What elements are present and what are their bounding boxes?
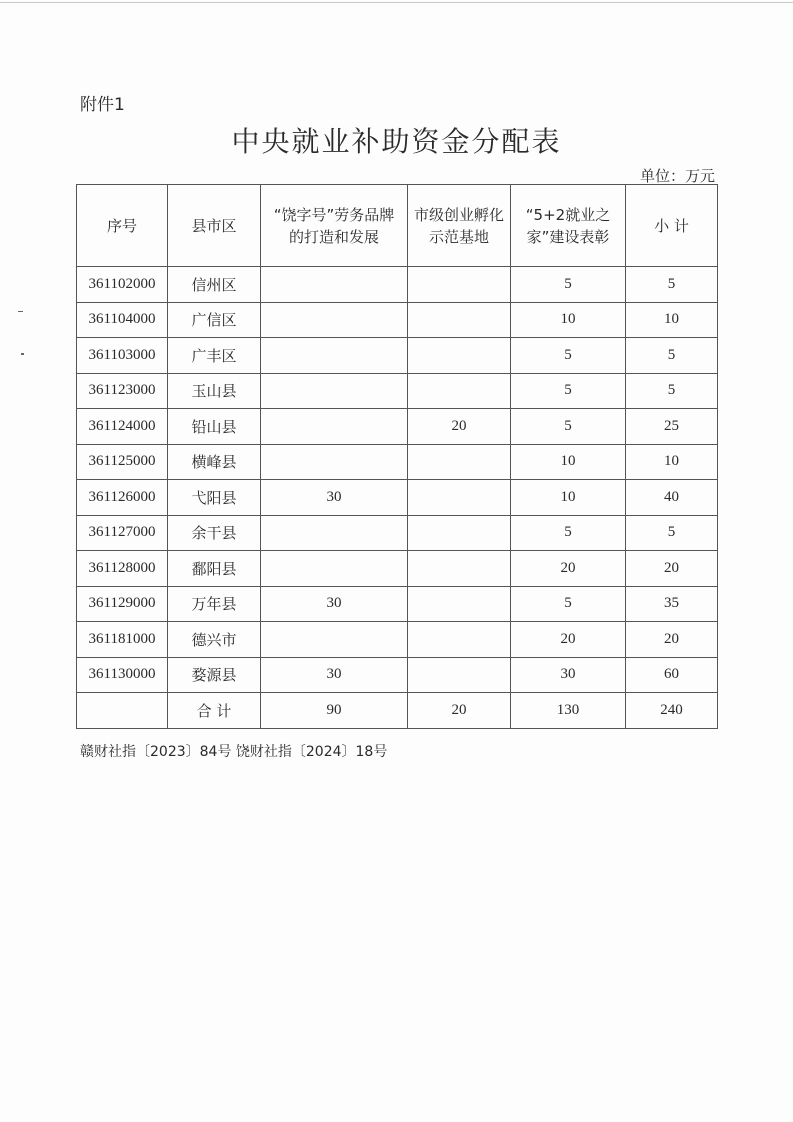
cell-home: 30: [511, 657, 626, 693]
table-row: [77, 302, 718, 338]
cell-county: 鄱阳县: [168, 551, 261, 587]
cell-brand: 30: [261, 586, 408, 622]
scan-speck: [21, 353, 24, 355]
table-row: [77, 551, 718, 587]
cell-subtotal: 240: [626, 693, 718, 729]
cell-code: 361102000: [77, 267, 168, 303]
cell-home: 10: [511, 444, 626, 480]
unit-label: 单位：万元: [639, 167, 715, 185]
cell-brand: [261, 444, 408, 480]
cell-code: 361181000: [77, 622, 168, 658]
table-row: [77, 267, 718, 303]
cell-code: 361123000: [77, 373, 168, 409]
table-row: [77, 622, 718, 658]
cell-home: 20: [511, 551, 626, 587]
cell-incubator: [408, 338, 511, 374]
table-row: [77, 657, 718, 693]
cell-county: 广信区: [168, 302, 261, 338]
cell-subtotal: 35: [626, 586, 718, 622]
cell-code: 361130000: [77, 657, 168, 693]
cell-code: 361126000: [77, 480, 168, 516]
cell-brand: [261, 409, 408, 445]
header-subtotal: 小 计: [626, 185, 718, 267]
cell-incubator: [408, 444, 511, 480]
header-incubator: 市级创业孵化示范基地: [408, 185, 511, 267]
cell-county: 铅山县: [168, 409, 261, 445]
cell-brand: 30: [261, 480, 408, 516]
cell-code: 361128000: [77, 551, 168, 587]
header-county: 县市区: [168, 185, 261, 267]
table-row: [77, 480, 718, 516]
cell-incubator: 20: [408, 409, 511, 445]
cell-code: 361129000: [77, 586, 168, 622]
cell-home: 5: [511, 338, 626, 374]
cell-brand: [261, 267, 408, 303]
cell-home: 5: [511, 373, 626, 409]
cell-incubator: 20: [408, 693, 511, 729]
cell-incubator: [408, 586, 511, 622]
cell-county: 广丰区: [168, 338, 261, 374]
header-home: “5+2就业之家”建设表彰: [511, 185, 626, 267]
total-row: [77, 693, 718, 729]
cell-home: 10: [511, 302, 626, 338]
cell-subtotal: 5: [626, 515, 718, 551]
document-reference: 赣财社指〔2023〕84号 饶财社指〔2024〕18号: [80, 744, 388, 760]
cell-subtotal: 40: [626, 480, 718, 516]
table-row: [77, 338, 718, 374]
table-row: [77, 409, 718, 445]
cell-county: 玉山县: [168, 373, 261, 409]
cell-home: 5: [511, 409, 626, 445]
table-row: [77, 444, 718, 480]
cell-county: 万年县: [168, 586, 261, 622]
cell-county: 合 计: [168, 693, 261, 729]
cell-code: 361125000: [77, 444, 168, 480]
cell-brand: 90: [261, 693, 408, 729]
cell-brand: [261, 515, 408, 551]
cell-county: 婺源县: [168, 657, 261, 693]
cell-subtotal: 5: [626, 373, 718, 409]
cell-code: 361124000: [77, 409, 168, 445]
cell-code: [77, 693, 168, 729]
scan-speck: [18, 311, 23, 312]
cell-brand: [261, 373, 408, 409]
document-title: 中央就业补助资金分配表: [231, 125, 562, 158]
cell-home: 20: [511, 622, 626, 658]
cell-county: 信州区: [168, 267, 261, 303]
header-brand: “饶字号”劳务品牌的打造和发展: [261, 185, 408, 267]
cell-subtotal: 60: [626, 657, 718, 693]
cell-subtotal: 25: [626, 409, 718, 445]
attachment-label: 附件1: [80, 95, 125, 115]
cell-code: 361103000: [77, 338, 168, 374]
cell-home: 5: [511, 267, 626, 303]
cell-home: 5: [511, 586, 626, 622]
cell-county: 横峰县: [168, 444, 261, 480]
cell-incubator: [408, 373, 511, 409]
cell-incubator: [408, 302, 511, 338]
cell-incubator: [408, 267, 511, 303]
cell-county: 德兴市: [168, 622, 261, 658]
cell-subtotal: 20: [626, 622, 718, 658]
cell-brand: 30: [261, 657, 408, 693]
cell-incubator: [408, 480, 511, 516]
cell-home: 10: [511, 480, 626, 516]
table-row: [77, 586, 718, 622]
allocation-table: [76, 184, 718, 729]
table-header-row: [77, 185, 718, 267]
table-row: [77, 373, 718, 409]
cell-code: 361127000: [77, 515, 168, 551]
cell-incubator: [408, 622, 511, 658]
cell-code: 361104000: [77, 302, 168, 338]
cell-subtotal: 5: [626, 338, 718, 374]
cell-county: 弋阳县: [168, 480, 261, 516]
cell-subtotal: 20: [626, 551, 718, 587]
table-row: [77, 515, 718, 551]
cell-subtotal: 10: [626, 444, 718, 480]
cell-brand: [261, 622, 408, 658]
cell-brand: [261, 551, 408, 587]
page-top-border: [0, 2, 793, 3]
header-serial: 序号: [77, 185, 168, 267]
cell-county: 余干县: [168, 515, 261, 551]
cell-subtotal: 5: [626, 267, 718, 303]
cell-home: 5: [511, 515, 626, 551]
cell-incubator: [408, 515, 511, 551]
cell-subtotal: 10: [626, 302, 718, 338]
cell-brand: [261, 302, 408, 338]
cell-incubator: [408, 551, 511, 587]
cell-home: 130: [511, 693, 626, 729]
cell-incubator: [408, 657, 511, 693]
cell-brand: [261, 338, 408, 374]
